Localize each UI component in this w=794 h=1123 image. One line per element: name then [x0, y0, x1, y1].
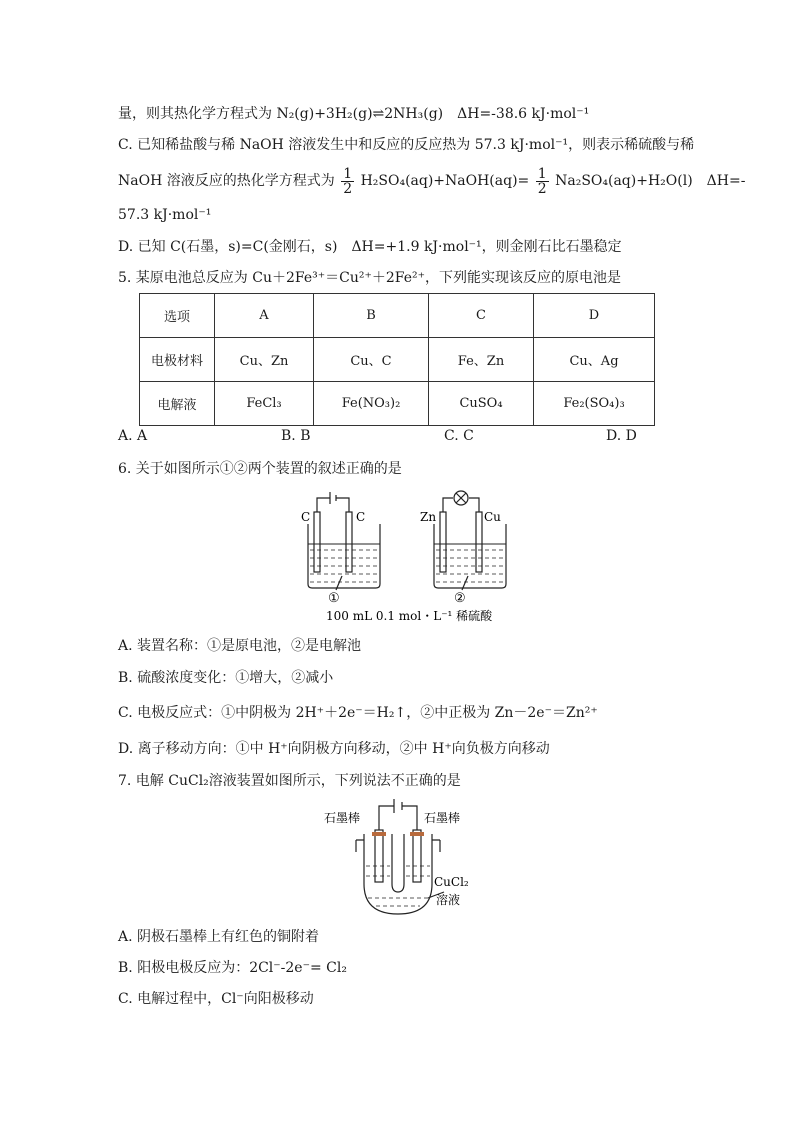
q4-c-text-pre: NaOH 溶液反应的热化学方程式为 [118, 173, 335, 189]
table-cell: B [314, 294, 429, 338]
beaker-2 [434, 524, 506, 588]
table-cell: Cu、Ag [534, 338, 655, 382]
electrode-c-right [346, 512, 352, 572]
table-row [140, 382, 655, 426]
table-cell: 电解液 [140, 382, 215, 426]
table-cell: C [429, 294, 534, 338]
choice-d: D. D [606, 428, 637, 444]
q7-option-c: C. 电解过程中，Cl⁻向阳极移动 [118, 991, 314, 1007]
label-cu: Cu [484, 510, 501, 524]
figure-caption: 100 mL 0.1 mol・L⁻¹ 稀硫酸 [326, 609, 493, 623]
label-solution: CuCl₂ [434, 875, 469, 889]
electrode-zn [440, 512, 446, 572]
q4-option-d: D. 已知 C(石墨，s)=C(金刚石，s) ΔH=+1.9 kJ·mol⁻¹，则金刚石比石墨稳定 [118, 239, 622, 255]
u-tube [364, 834, 432, 914]
table-cell: CuSO₄ [429, 382, 534, 426]
q4-option-c-line1: C. 已知稀盐酸与稀 NaOH 溶液发生中和反应的反应热为 57.3 kJ·mol⁻¹，则表示稀硫酸与稀 [118, 137, 695, 153]
q7-option-a: A. 阴极石墨棒上有红色的铜附着 [118, 929, 320, 945]
label-c-left: C [301, 510, 311, 524]
table-row [140, 294, 655, 338]
table-cell: 选项 [140, 294, 215, 338]
stopper-left [372, 832, 386, 836]
q5-options-table [139, 293, 655, 426]
label-device-1: ① [328, 591, 340, 606]
q4-option-c-line3: 57.3 kJ·mol⁻¹ [118, 207, 212, 223]
table-cell: Fe、Zn [429, 338, 534, 382]
table-cell: FeCl₃ [215, 382, 314, 426]
choice-b: B. B [281, 428, 311, 444]
q6-option-a: A. 装置名称：①是原电池，②是电解池 [118, 638, 362, 654]
fraction-denominator: 2 [537, 180, 547, 197]
q7-stem: 7. 电解 CuCl₂溶液装置如图所示，下列说法不正确的是 [118, 773, 461, 789]
table-cell: 电极材料 [140, 338, 215, 382]
q6-stem: 6. 关于如图所示①②两个装置的叙述正确的是 [118, 461, 402, 477]
label-solution-word: 溶液 [436, 893, 461, 907]
label-right-rod: 石墨棒 [424, 811, 461, 825]
q6-option-d: D. 离子移动方向：①中 H⁺向阴极方向移动，②中 H⁺向负极方向移动 [118, 741, 550, 757]
q7-figure [320, 796, 480, 926]
q6-figure [296, 488, 516, 628]
table-cell: D [534, 294, 655, 338]
beaker-1 [308, 524, 380, 588]
q5-choices [118, 428, 638, 448]
label-left-rod: 石墨棒 [324, 811, 361, 825]
fraction-half-1 [341, 167, 354, 196]
label-device-2: ② [454, 591, 466, 606]
q4-c-text-mid: H₂SO₄(aq)+NaOH(aq)= [360, 173, 530, 189]
table-cell: Cu、C [314, 338, 429, 382]
choice-c: C. C [444, 428, 474, 444]
fraction-denominator: 2 [343, 180, 353, 197]
choice-a: A. A [118, 428, 148, 444]
fraction-numerator: 1 [537, 165, 547, 182]
stopper-right [410, 832, 424, 836]
graphite-rod-right [413, 830, 421, 882]
label-zn: Zn [420, 510, 437, 524]
table-cell: Fe₂(SO₄)₃ [534, 382, 655, 426]
q6-option-b: B. 硫酸浓度变化：①增大，②减小 [118, 670, 334, 686]
fraction-numerator: 1 [343, 165, 353, 182]
table-cell: Cu、Zn [215, 338, 314, 382]
table-cell: Fe(NO₃)₂ [314, 382, 429, 426]
label-c-right: C [356, 510, 366, 524]
q4-c-text-post: Na₂SO₄(aq)+H₂O(l) ΔH=- [555, 173, 746, 189]
q4-option-c-line2 [118, 163, 745, 199]
q7-option-b: B. 阳极电极反应为：2Cl⁻-2e⁻= Cl₂ [118, 960, 347, 976]
q5-stem: 5. 某原电池总反应为 Cu＋2Fe³⁺＝Cu²⁺＋2Fe²⁺，下列能实现该反应的原电池是 [118, 270, 622, 286]
table-row [140, 338, 655, 382]
table-cell: A [215, 294, 314, 338]
q6-option-c: C. 电极反应式：①中阴极为 2H⁺＋2e⁻＝H₂↑，②中正极为 Zn－2e⁻＝Zn²⁺ [118, 705, 598, 721]
fraction-half-2 [536, 167, 549, 196]
electrode-c-left [314, 512, 320, 572]
graphite-rod-left [375, 830, 383, 882]
electrode-cu [476, 512, 482, 572]
q4-line: 量，则其热化学方程式为 N₂(g)+3H₂(g)⇌2NH₃(g) ΔH=-38.6 kJ·mol⁻¹ [118, 106, 590, 122]
